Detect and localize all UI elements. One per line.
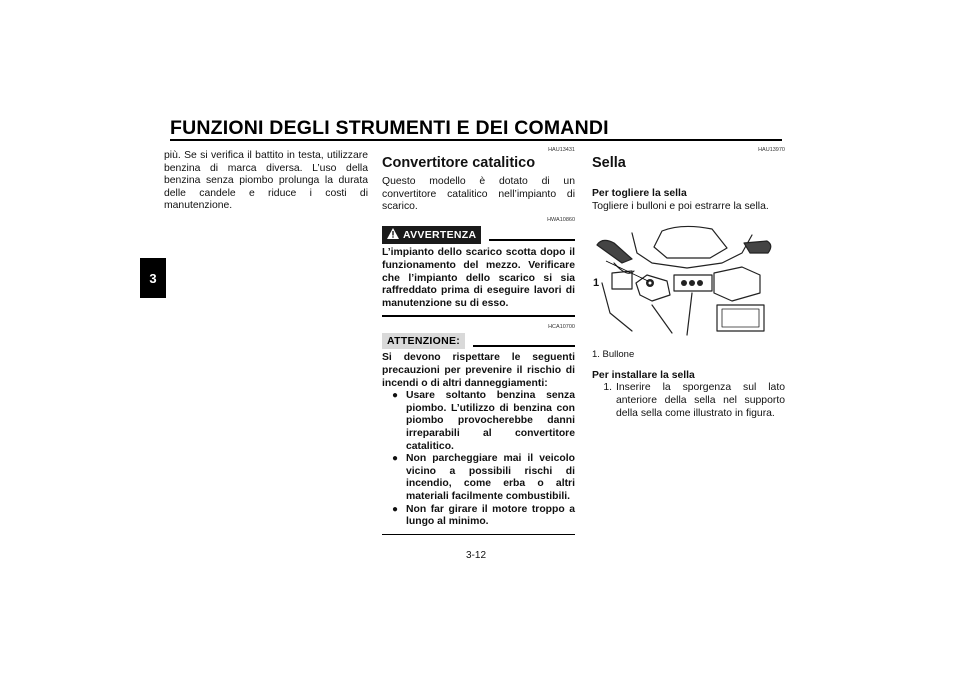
- step-text: Inserire la sporgenza sul lato anteriore della sella nel supporto della sella come illustrato in figura.: [616, 382, 785, 419]
- remove-seat-title: Per togliere la sella: [592, 188, 687, 199]
- list-item: ● Non parcheggiare mai il veicolo vicino a possibili rischi di incendio, come erba o altri materiali facilmente combustibili.: [392, 453, 575, 502]
- column-3: [592, 146, 785, 420]
- list-item: ● Non far girare il motore troppo a lungo al minimo.: [392, 503, 575, 528]
- step-number: 1.: [603, 382, 612, 394]
- figure-caption: 1. Bullone: [592, 349, 635, 361]
- warning-label-text: AVVERTENZA: [403, 228, 477, 241]
- catalytic-intro: Questo modello è dotato di un convertitore catalitico nell’impianto di scarico.: [382, 176, 575, 213]
- list-item: ● Usare soltanto benzina senza piombo. L’utilizzo di benzina con piombo provocherebbe danni irreparabili al convertitore catalitico.: [392, 390, 575, 452]
- list-item: [592, 382, 785, 420]
- column-1: [164, 146, 368, 213]
- caution-header: [382, 333, 575, 350]
- fuel-continuation-text: più. Se si verifica il battito in testa, utilizzare benzina di marca diversa. L’uso della benzina senza piombo prolunga la durata delle candele e riduce i costi di manutenzione.: [164, 150, 368, 212]
- section-title-seat: Sella: [592, 155, 626, 171]
- warning-end-rule: [382, 315, 575, 317]
- caution-end-rule: [382, 534, 575, 536]
- warning-triangle-icon: [387, 228, 399, 243]
- caution-list: [382, 390, 575, 529]
- bullet-icon: ●: [392, 453, 399, 465]
- remove-seat-text: Togliere i bulloni e poi estrarre la sella.: [592, 200, 769, 212]
- bullet-icon: ●: [392, 390, 399, 402]
- seat-figure: [592, 223, 782, 343]
- warning-label: [382, 226, 481, 245]
- section-code: HAU13431: [548, 147, 575, 153]
- section-title-catalytic: Convertitore catalitico: [382, 155, 536, 171]
- motorcycle-seat-illustration: [592, 223, 782, 343]
- section-code: HAU13970: [758, 147, 785, 153]
- warning-rule: [489, 239, 575, 241]
- header-rule: [170, 139, 782, 141]
- chapter-tab: 3: [140, 258, 166, 298]
- warning-text: L’impianto dello scarico scotta dopo il funzionamento del mezzo. Verificare che l’impianto dello scarico si sia raffreddato prima di eseguire lavori di manutenzione su di esso.: [382, 247, 575, 309]
- caution-code: HCA10700: [548, 323, 575, 330]
- bullet-icon: ●: [392, 503, 399, 515]
- column-2: [382, 146, 575, 541]
- caution-intro: Si devono rispettare le seguenti precauzioni per prevenire il rischio di incendi o di altri danneggiamenti:: [382, 352, 575, 389]
- page-title: FUNZIONI DEGLI STRUMENTI E DEI COMANDI: [170, 117, 609, 139]
- warning-header: [382, 226, 575, 245]
- caution-label: ATTENZIONE:: [382, 333, 465, 350]
- figure-callout-1: 1: [593, 277, 600, 290]
- install-seat-title: Per installare la sella: [592, 369, 695, 381]
- page-number: 3-12: [466, 550, 487, 561]
- caution-rule: [473, 345, 575, 347]
- warning-code: HWA10860: [547, 216, 575, 223]
